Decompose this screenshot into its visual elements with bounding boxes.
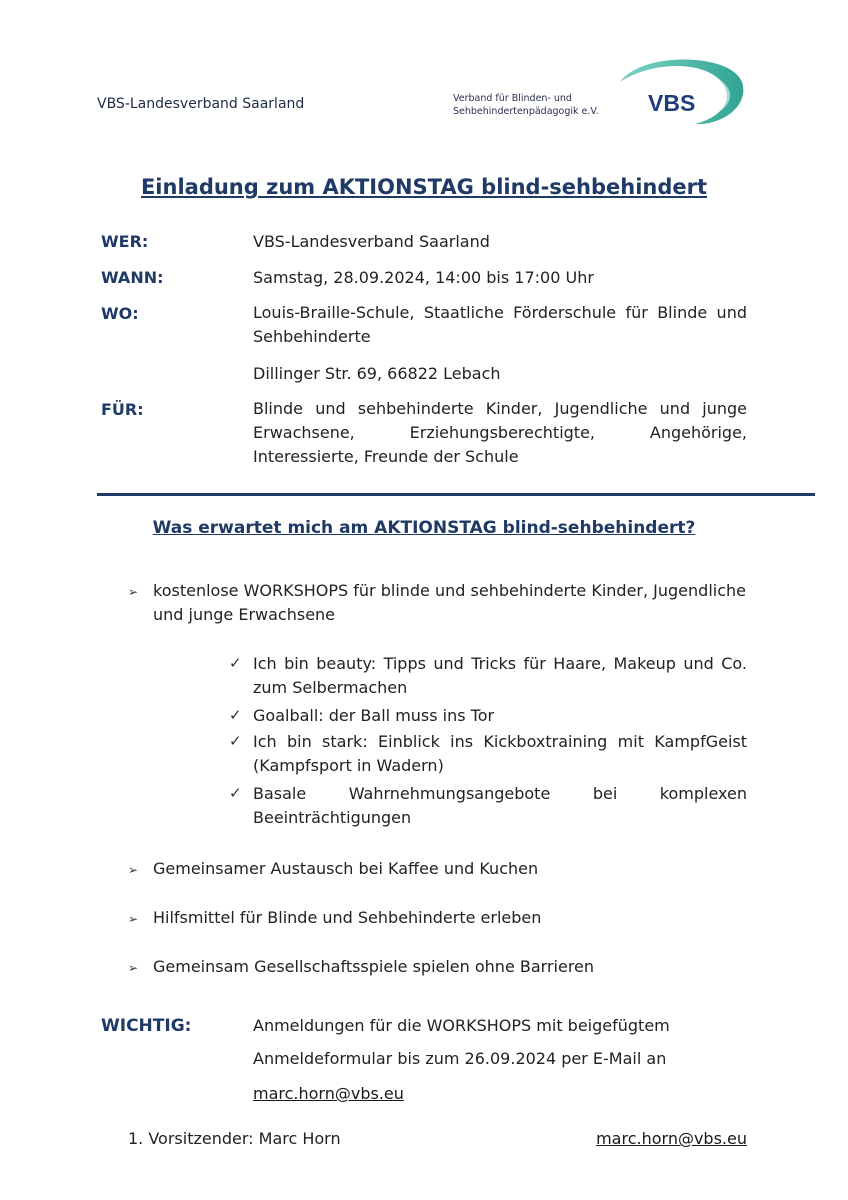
bullet-spiele: Gemeinsam Gesellschaftsspiele spielen ohne Barrieren (153, 957, 595, 976)
bullet-workshops: kostenlose WORKSHOPS für blinde und sehbehinderte Kinder, Jugendliche und junge Erwachsene (153, 581, 746, 624)
wer-value: VBS-Landesverband Saarland (253, 232, 490, 251)
wann-value: Samstag, 28.09.2024, 14:00 bis 17:00 Uhr (253, 268, 594, 287)
fuer-label: FÜR: (101, 400, 144, 419)
arrow-bullet-icon: ➢ (128, 863, 139, 877)
check-icon: ✓ (229, 654, 242, 672)
sub-item-beauty: Ich bin beauty: Tipps und Tricks für Haare, Makeup und Co. zum Selbermachen (253, 654, 747, 697)
wann-label: WANN: (101, 268, 164, 287)
check-icon: ✓ (229, 706, 242, 724)
sub-item-goalball: Goalball: der Ball muss ins Tor (253, 706, 495, 725)
wichtig-email-link[interactable]: marc.horn@vbs.eu (253, 1084, 404, 1103)
org-name-right (453, 92, 599, 118)
sub-item-basale: Basale Wahrnehmungsangebote bei komplexen Beeinträchtigungen (253, 784, 747, 827)
section-subtitle: Was erwartet mich am AKTIONSTAG blind-sehbehindert? (152, 518, 696, 538)
org-right-line-1: Verband für Blinden- und (453, 93, 572, 104)
vbs-logo (600, 52, 750, 130)
bullet-kaffee: Gemeinsamer Austausch bei Kaffee und Kuchen (153, 859, 539, 878)
logo-text: VBS (648, 90, 696, 116)
section-divider (97, 493, 815, 496)
check-icon: ✓ (229, 732, 242, 750)
chair-name: 1. Vorsitzender: Marc Horn (128, 1129, 341, 1148)
check-icon: ✓ (229, 784, 242, 802)
arrow-bullet-icon: ➢ (128, 585, 139, 599)
wo-label: WO: (101, 304, 139, 323)
page-title: Einladung zum AKTIONSTAG blind-sehbehindert (140, 175, 708, 199)
bullet-hilfsmittel: Hilfsmittel für Blinde und Sehbehinderte erleben (153, 908, 542, 927)
wichtig-line-2: Anmeldeformular bis zum 26.09.2024 per E-Mail an (253, 1049, 667, 1068)
org-name-left: VBS-Landesverband Saarland (97, 96, 305, 112)
org-right-line-2: Sehbehindertenpädagogik e.V. (453, 106, 599, 117)
wichtig-line-1: Anmeldungen für die WORKSHOPS mit beigefügtem (253, 1016, 670, 1035)
wer-label: WER: (101, 232, 149, 251)
wichtig-label: WICHTIG: (101, 1016, 192, 1036)
wo-value: Louis-Braille-Schule, Staatliche Förderschule für Blinde und Sehbehinderte (253, 303, 747, 346)
sub-item-kickbox: Ich bin stark: Einblick ins Kickboxtraining mit KampfGeist (Kampfsport in Wadern) (253, 732, 747, 775)
fuer-value: Blinde und sehbehinderte Kinder, Jugendliche und junge Erwachsene, Erziehungsberechtigte, Angehörige, Interessierte, Freunde der Schule (253, 399, 747, 466)
footer-email-link[interactable]: marc.horn@vbs.eu (596, 1129, 747, 1148)
arrow-bullet-icon: ➢ (128, 961, 139, 975)
wo-address: Dillinger Str. 69, 66822 Lebach (253, 364, 501, 383)
arrow-bullet-icon: ➢ (128, 912, 139, 926)
